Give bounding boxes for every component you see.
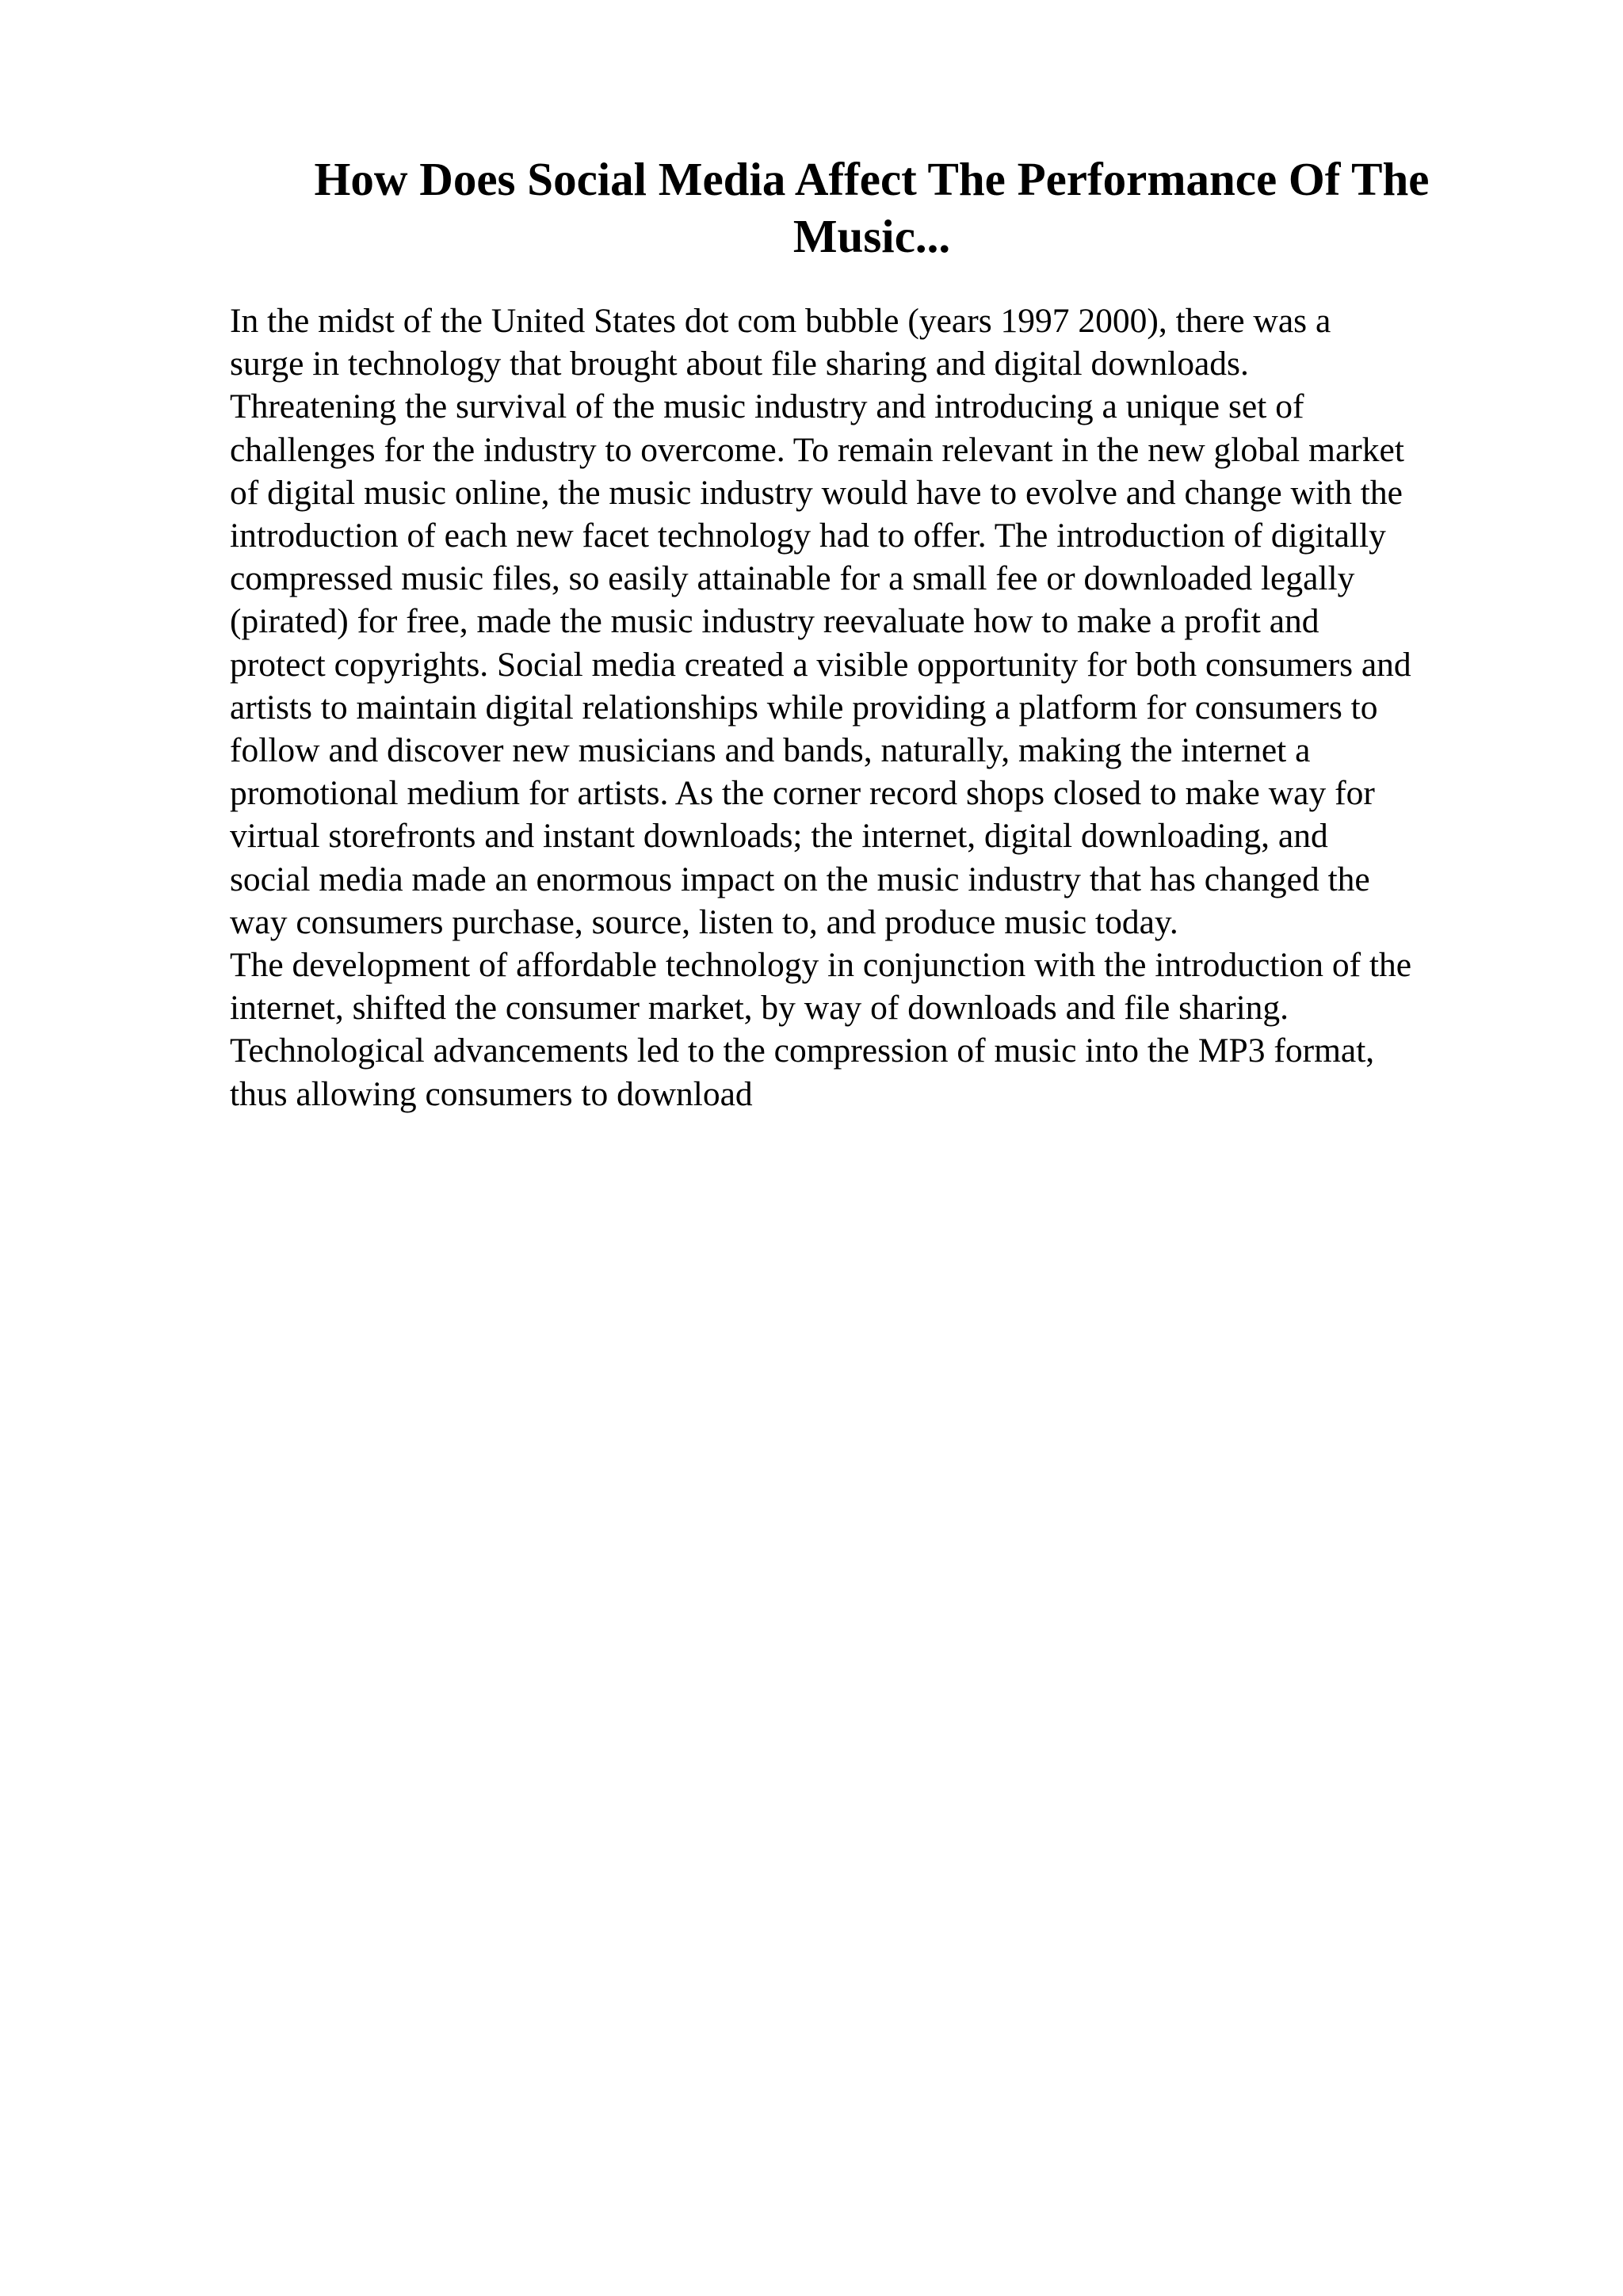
body-line: The development of affordable technology in conjunction with the introduction of the [230,946,1412,985]
body-line: internet, shifted the consumer market, by way of downloads and file sharing. [230,989,1289,1028]
body-line: surge in technology that brought about file sharing and digital downloads. [230,345,1249,383]
body-line: challenges for the industry to overcome. To remain relevant in the new global market [230,430,1404,469]
body-line: follow and discover new musicians and bands, naturally, making the internet a [230,731,1311,770]
title-line: How Does Social Media Affect The Performance Of The [314,153,1430,205]
body-line: protect copyrights. Social media created a visible opportunity for both consumers and [230,645,1411,684]
document-body [230,299,1529,1116]
body-line: Threatening the survival of the music industry and introducing a unique set of [230,387,1304,426]
title-line: Music... [792,210,951,262]
body-line: In the midst of the United States dot com bubble (years 1997 2000), there was a [230,302,1331,340]
document-title [230,151,1514,265]
body-line: introduction of each new facet technology had to offer. The introduction of digitally [230,517,1386,555]
body-line: thus allowing consumers to download [230,1074,753,1113]
body-line: artists to maintain digital relationships while providing a platform for consumers to [230,688,1378,727]
body-line: promotional medium for artists. As the corner record shops closed to make way for [230,774,1375,813]
body-line: virtual storefronts and instant downloads; the internet, digital downloading, and [230,817,1328,856]
body-line: way consumers purchase, source, listen to, and produce music today. [230,902,1178,941]
body-line: compressed music files, so easily attainable for a small fee or downloaded legally [230,559,1355,598]
body-line: Technological advancements led to the compression of music into the MP3 format, [230,1032,1375,1070]
body-line: social media made an enormous impact on the music industry that has changed the [230,860,1370,898]
body-line: (pirated) for free, made the music industry reevaluate how to make a profit and [230,602,1319,641]
body-line: of digital music online, the music industry would have to evolve and change with the [230,473,1403,512]
